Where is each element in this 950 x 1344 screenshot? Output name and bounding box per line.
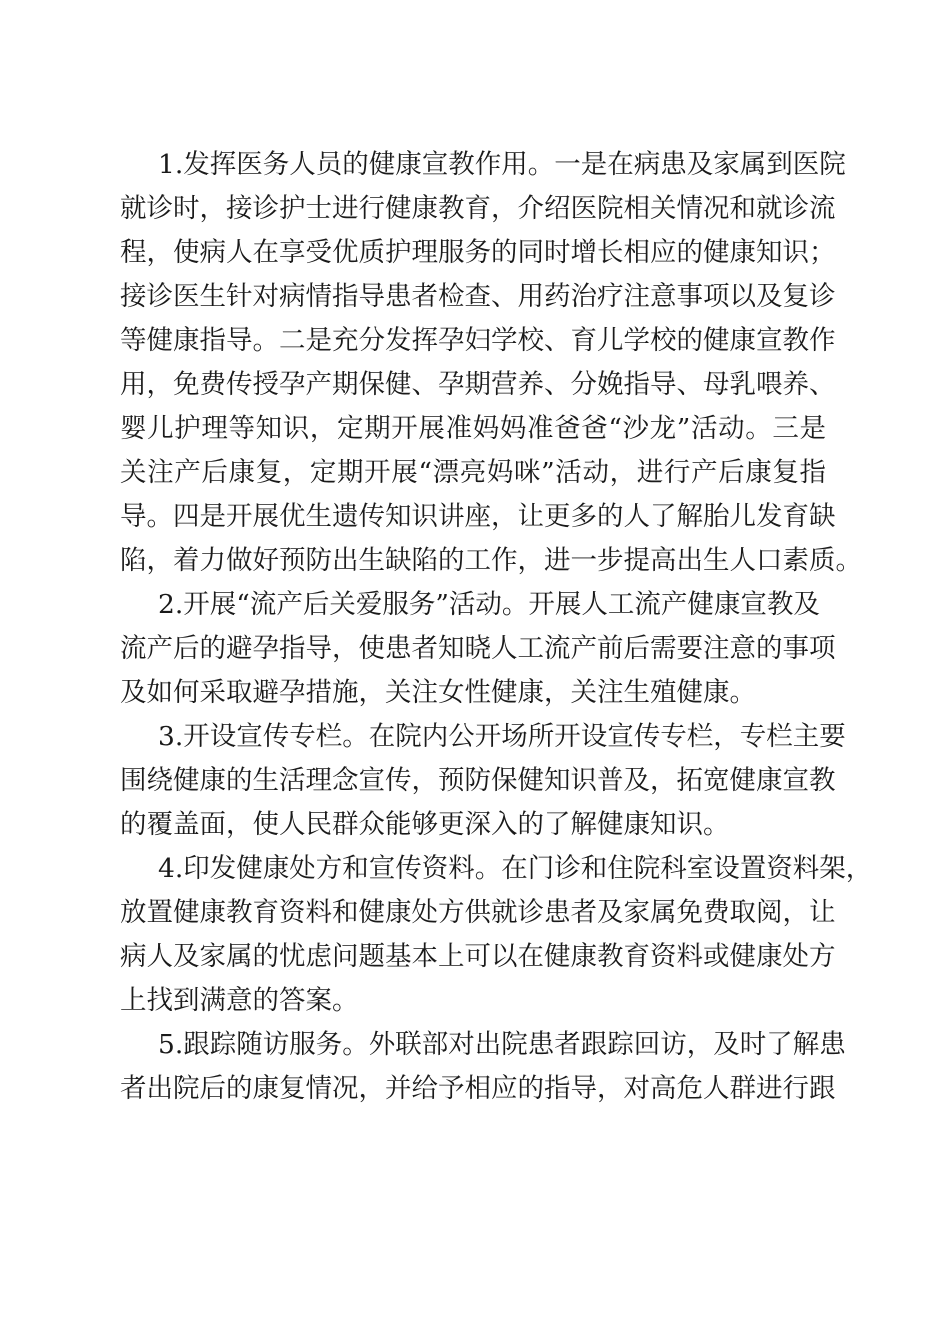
paragraph-text: 关注产后康复，定期开展“漂亮妈咪”活动，进行产后康复指 [120,457,826,488]
paragraph-4-line-1 [0,847,950,891]
paragraph-text: 等健康指导。二是充分发挥孕妇学校、育儿学校的健康宣教作 [120,325,836,356]
paragraph-text: 陷，着力做好预防出生缺陷的工作，进一步提高出生人口素质。 [120,545,862,576]
paragraph-4-line-3 [0,935,950,979]
paragraph-text: 3.开设宣传专栏。在院内公开场所开设宣传专栏，专栏主要 [158,721,846,752]
paragraph-1-line-10 [0,539,950,583]
paragraph-1-line-5 [0,319,950,363]
paragraph-text: 4.印发健康处方和宣传资料。在门诊和住院科室设置资料架， [158,853,873,884]
paragraph-text: 1.发挥医务人员的健康宣教作用。一是在病患及家属到医院 [158,149,846,180]
paragraph-text: 接诊医生针对病情指导患者检查、用药治疗注意事项以及复诊 [120,281,836,312]
paragraph-3-line-2 [0,759,950,803]
paragraph-3-line-1 [0,715,950,759]
paragraph-1-line-3 [0,231,950,275]
paragraph-4-line-4 [0,979,950,1023]
paragraph-text: 病人及家属的忧虑问题基本上可以在健康教育资料或健康处方 [120,941,836,972]
paragraph-text: 就诊时，接诊护士进行健康教育，介绍医院相关情况和就诊流 [120,193,836,224]
paragraph-1-line-6 [0,363,950,407]
paragraph-text: 上找到满意的答案。 [120,985,359,1016]
paragraph-text: 者出院后的康复情况，并给予相应的指导，对高危人群进行跟 [120,1073,836,1104]
paragraph-1-line-2 [0,187,950,231]
paragraph-2-line-2 [0,627,950,671]
paragraph-text: 的覆盖面，使人民群众能够更深入的了解健康知识。 [120,809,730,840]
paragraph-1-line-9 [0,495,950,539]
paragraph-text: 及如何采取避孕措施，关注女性健康，关注生殖健康。 [120,677,756,708]
paragraph-text: 流产后的避孕指导，使患者知晓人工流产前后需要注意的事项 [120,633,836,664]
paragraph-3-line-3 [0,803,950,847]
paragraph-5-line-2 [0,1067,950,1111]
paragraph-text: 导。四是开展优生遗传知识讲座，让更多的人了解胎儿发育缺 [120,501,836,532]
paragraph-1-line-1 [0,143,950,187]
paragraph-2-line-3 [0,671,950,715]
paragraph-1-line-8 [0,451,950,495]
paragraph-text: 2.开展“流产后关爱服务”活动。开展人工流产健康宣教及 [158,589,820,620]
paragraph-text: 5.跟踪随访服务。外联部对出院患者跟踪回访，及时了解患 [158,1029,846,1060]
paragraph-2-line-1 [0,583,950,627]
paragraph-1-line-7 [0,407,950,451]
paragraph-text: 放置健康教育资料和健康处方供就诊患者及家属免费取阅，让 [120,897,836,928]
paragraph-1-line-4 [0,275,950,319]
paragraph-text: 婴儿护理等知识，定期开展准妈妈准爸爸“沙龙”活动。三是 [120,413,826,444]
paragraph-text: 围绕健康的生活理念宣传，预防保健知识普及，拓宽健康宣教 [120,765,836,796]
paragraph-text: 用，免费传授孕产期保健、孕期营养、分娩指导、母乳喂养、 [120,369,836,400]
paragraph-text: 程，使病人在享受优质护理服务的同时增长相应的健康知识； [120,237,836,268]
paragraph-4-line-2 [0,891,950,935]
paragraph-5-line-1 [0,1023,950,1067]
